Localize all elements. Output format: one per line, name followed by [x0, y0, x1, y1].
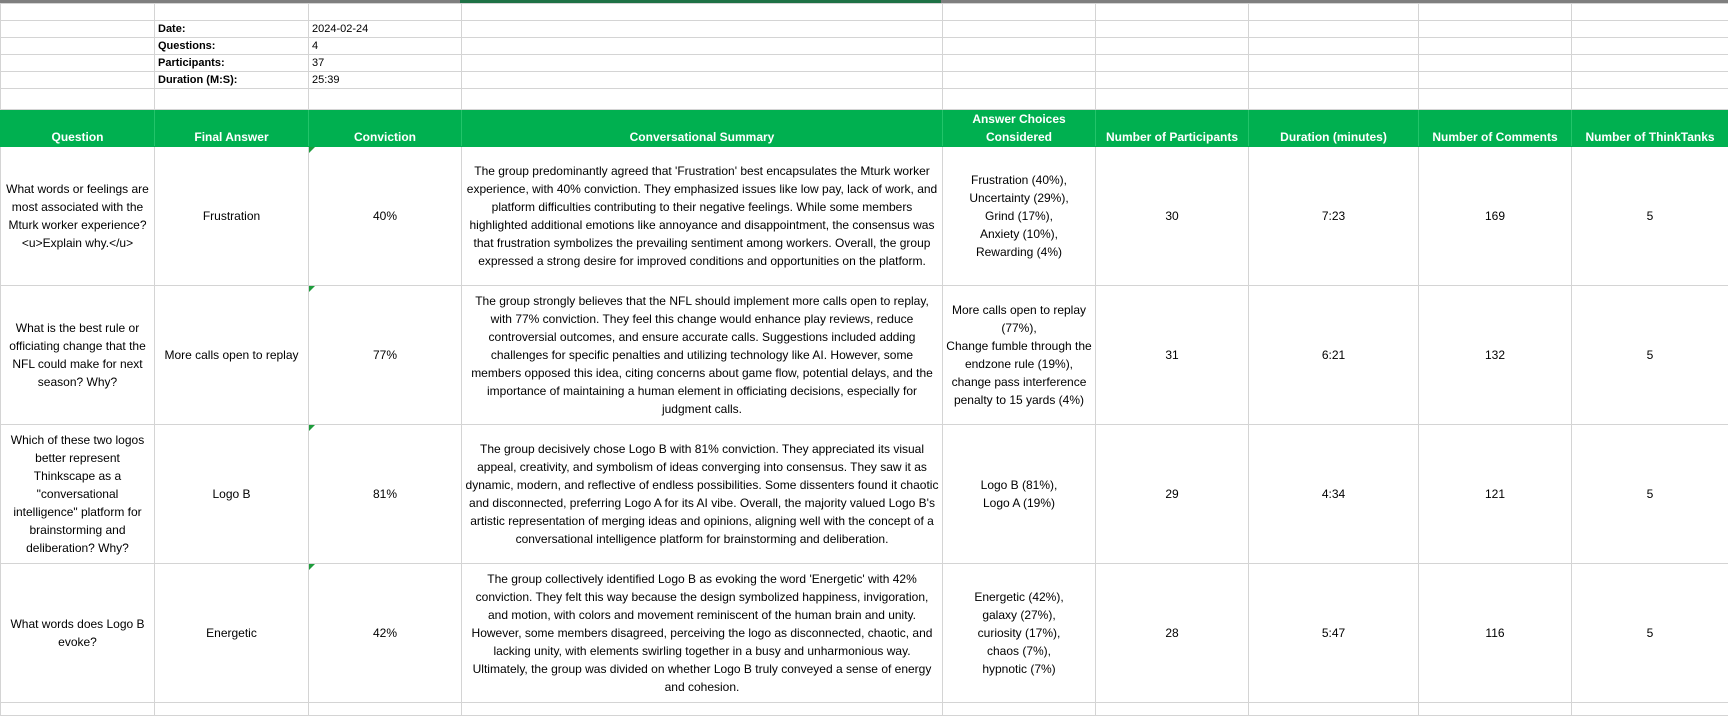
meta-row-questions: [1, 38, 1728, 55]
cell[interactable]: [1, 21, 155, 38]
header-participants[interactable]: Number of Participants: [1096, 110, 1249, 147]
duration-value[interactable]: 25:39: [309, 72, 462, 89]
final-answer-cell[interactable]: Frustration: [155, 147, 309, 286]
duration-cell[interactable]: 6:21: [1249, 286, 1419, 425]
final-answer-cell[interactable]: Logo B: [155, 425, 309, 564]
cell[interactable]: [1419, 38, 1572, 55]
header-comments[interactable]: Number of Comments: [1419, 110, 1572, 147]
choice-line: Rewarding (4%): [946, 243, 1092, 261]
header-row: [1, 110, 1728, 147]
cell[interactable]: [1249, 703, 1419, 716]
cell[interactable]: [1249, 38, 1419, 55]
cell[interactable]: [1249, 55, 1419, 72]
cell[interactable]: [1, 89, 155, 110]
cell[interactable]: [1419, 4, 1572, 21]
participants-cell[interactable]: 31: [1096, 286, 1249, 425]
cell[interactable]: [1572, 4, 1728, 21]
cell[interactable]: [1096, 4, 1249, 21]
cell[interactable]: [943, 4, 1096, 21]
cell[interactable]: [1, 4, 155, 21]
cell[interactable]: [462, 89, 943, 110]
participants-cell[interactable]: 28: [1096, 564, 1249, 703]
header-question[interactable]: Question: [1, 110, 155, 147]
cell[interactable]: [943, 89, 1096, 110]
comments-cell[interactable]: 116: [1419, 564, 1572, 703]
choice-line: chaos (7%),: [946, 642, 1092, 660]
cell[interactable]: [155, 89, 309, 110]
header-summary[interactable]: Conversational Summary: [462, 110, 943, 147]
cell[interactable]: [1096, 55, 1249, 72]
cell[interactable]: [462, 4, 943, 21]
cell[interactable]: [309, 4, 462, 21]
cell[interactable]: [1419, 21, 1572, 38]
header-final-answer[interactable]: Final Answer: [155, 110, 309, 147]
cell[interactable]: [462, 72, 943, 89]
cell[interactable]: [1096, 703, 1249, 716]
choice-line: Energetic (42%),: [946, 588, 1092, 606]
meta-row-date: [1, 21, 1728, 38]
cell[interactable]: [462, 55, 943, 72]
cell[interactable]: [1249, 89, 1419, 110]
data-table: [0, 3, 1728, 716]
thinktanks-cell[interactable]: 5: [1572, 425, 1728, 564]
cell[interactable]: [462, 38, 943, 55]
choice-line: change pass interference penalty to 15 yards (4%): [946, 373, 1092, 409]
summary-cell[interactable]: The group strongly believes that the NFL should implement more calls open to replay, with 77% conviction. They feel this change would enhance play reviews, reduce controversial outcomes, and ensure accurate calls. Suggestions included adding challenges for specific penalties and utilizing technology like AI. However, some members opposed this idea, citing concerns about game flow, potential delays, and the importance of maintaining a human element in officiating decisions, especially for judgment calls.: [462, 286, 943, 425]
cell[interactable]: [1096, 72, 1249, 89]
participants-cell[interactable]: 29: [1096, 425, 1249, 564]
cell[interactable]: [1096, 89, 1249, 110]
choice-line: Grind (17%),: [946, 207, 1092, 225]
header-duration[interactable]: Duration (minutes): [1249, 110, 1419, 147]
choices-cell[interactable]: [943, 286, 1096, 425]
thinktanks-cell[interactable]: 5: [1572, 286, 1728, 425]
choice-line: Logo A (19%): [946, 494, 1092, 512]
summary-cell[interactable]: The group collectively identified Logo B as evoking the word 'Energetic' with 42% conviction. They felt this way because the design symbolized happiness, invigoration, and motion, with colors and movement reminiscent of the human brain and unity. However, some members disagreed, perceiving the logo as disconnected, chaotic, and lacking unity, with elements swirling together in a busy and unharmonious way. Ultimately, the group was divided on whether Logo B truly conveyed a sense of energy and cohesion.: [462, 564, 943, 703]
cell[interactable]: [1419, 89, 1572, 110]
question-cell[interactable]: What words does Logo B evoke?: [1, 564, 155, 703]
cell[interactable]: [1, 703, 155, 716]
date-value[interactable]: 2024-02-24: [309, 21, 462, 38]
table-row: [1, 564, 1728, 703]
question-cell[interactable]: Which of these two logos better represent Thinkscape as a "conversational intelligence" platform for brainstorming and deliberation? Why?: [1, 425, 155, 564]
final-answer-cell[interactable]: Energetic: [155, 564, 309, 703]
header-conviction[interactable]: Conviction: [309, 110, 462, 147]
choice-line: More calls open to replay (77%),: [946, 301, 1092, 337]
table-row: [1, 147, 1728, 286]
cell[interactable]: [1572, 89, 1728, 110]
questions-label[interactable]: Questions:: [155, 38, 309, 55]
duration-cell[interactable]: 5:47: [1249, 564, 1419, 703]
cell[interactable]: [1572, 72, 1728, 89]
cell[interactable]: [1249, 4, 1419, 21]
summary-cell[interactable]: The group decisively chose Logo B with 81% conviction. They appreciated its visual appeal, creativity, and symbolism of ideas converging into consensus. They saw it as dynamic, modern, and reflective of endless possibilities. Some dissenters found it chaotic and disconnected, preferring Logo A for its AI vibe. Overall, the majority valued Logo B's artistic representation of merging ideas and opinions, aligning well with the concept of a conversational intelligence platform for brainstorming and deliberation.: [462, 425, 943, 564]
date-label[interactable]: Date:: [155, 21, 309, 38]
header-thinktanks[interactable]: Number of ThinkTanks: [1572, 110, 1728, 147]
cell[interactable]: [1, 38, 155, 55]
thinktanks-cell[interactable]: 5: [1572, 564, 1728, 703]
cell[interactable]: [943, 21, 1096, 38]
cell[interactable]: [943, 55, 1096, 72]
choice-line: Anxiety (10%),: [946, 225, 1092, 243]
choice-line: Logo B (81%),: [946, 476, 1092, 494]
question-cell[interactable]: What words or feelings are most associated with the Mturk worker experience? <u>Explain why.</u>: [1, 147, 155, 286]
cell[interactable]: [1572, 703, 1728, 716]
choices-cell[interactable]: [943, 147, 1096, 286]
cell[interactable]: [943, 703, 1096, 716]
cell[interactable]: [1419, 703, 1572, 716]
cell[interactable]: [1249, 21, 1419, 38]
cell[interactable]: [155, 703, 309, 716]
cell[interactable]: [1096, 21, 1249, 38]
conviction-cell[interactable]: 81%: [309, 425, 462, 564]
participants-cell[interactable]: 30: [1096, 147, 1249, 286]
cell[interactable]: [309, 703, 462, 716]
duration-cell[interactable]: 4:34: [1249, 425, 1419, 564]
cell[interactable]: [155, 4, 309, 21]
conviction-cell[interactable]: 42%: [309, 564, 462, 703]
comments-cell[interactable]: 132: [1419, 286, 1572, 425]
meta-row-duration: [1, 72, 1728, 89]
table-row: [1, 425, 1728, 564]
participants-value[interactable]: 37: [309, 55, 462, 72]
meta-row-participants: [1, 55, 1728, 72]
conviction-cell[interactable]: 77%: [309, 286, 462, 425]
cell[interactable]: [943, 38, 1096, 55]
choices-cell[interactable]: [943, 564, 1096, 703]
conviction-cell[interactable]: 40%: [309, 147, 462, 286]
comments-cell[interactable]: 121: [1419, 425, 1572, 564]
cell[interactable]: [1419, 55, 1572, 72]
cell[interactable]: [462, 21, 943, 38]
table-row: [1, 286, 1728, 425]
cell[interactable]: [462, 703, 943, 716]
questions-value[interactable]: 4: [309, 38, 462, 55]
question-cell[interactable]: What is the best rule or officiating change that the NFL could make for next season? Why?: [1, 286, 155, 425]
cell[interactable]: [1, 55, 155, 72]
participants-label[interactable]: Participants:: [155, 55, 309, 72]
choices-cell[interactable]: [943, 425, 1096, 564]
cell[interactable]: [1419, 72, 1572, 89]
choice-line: Change fumble through the endzone rule (19%),: [946, 337, 1092, 373]
thinktanks-cell[interactable]: 5: [1572, 147, 1728, 286]
cell[interactable]: [1572, 21, 1728, 38]
comments-cell[interactable]: 169: [1419, 147, 1572, 286]
duration-cell[interactable]: 7:23: [1249, 147, 1419, 286]
cell[interactable]: [1572, 38, 1728, 55]
cell[interactable]: [1572, 55, 1728, 72]
choice-line: hypnotic (7%): [946, 660, 1092, 678]
choice-line: galaxy (27%),: [946, 606, 1092, 624]
summary-cell[interactable]: The group predominantly agreed that 'Frustration' best encapsulates the Mturk worker experience, with 40% conviction. They emphasized issues like low pay, lack of work, and platform difficulties contributing to their negative feelings. While some members highlighted additional emotions like annoyance and disappointment, the consensus was that frustration symbolizes the prevailing sentiment among workers. Overall, the group expressed a strong desire for improved conditions and opportunities on the platform.: [462, 147, 943, 286]
choice-line: curiosity (17%),: [946, 624, 1092, 642]
choice-line: Uncertainty (29%),: [946, 189, 1092, 207]
cell[interactable]: [309, 89, 462, 110]
cell[interactable]: [1096, 38, 1249, 55]
header-answer-choices[interactable]: Answer Choices Considered: [943, 110, 1096, 147]
duration-label[interactable]: Duration (M:S):: [155, 72, 309, 89]
cell[interactable]: [1, 72, 155, 89]
choice-line: Frustration (40%),: [946, 171, 1092, 189]
final-answer-cell[interactable]: More calls open to replay: [155, 286, 309, 425]
cell[interactable]: [943, 72, 1096, 89]
cell[interactable]: [1249, 72, 1419, 89]
